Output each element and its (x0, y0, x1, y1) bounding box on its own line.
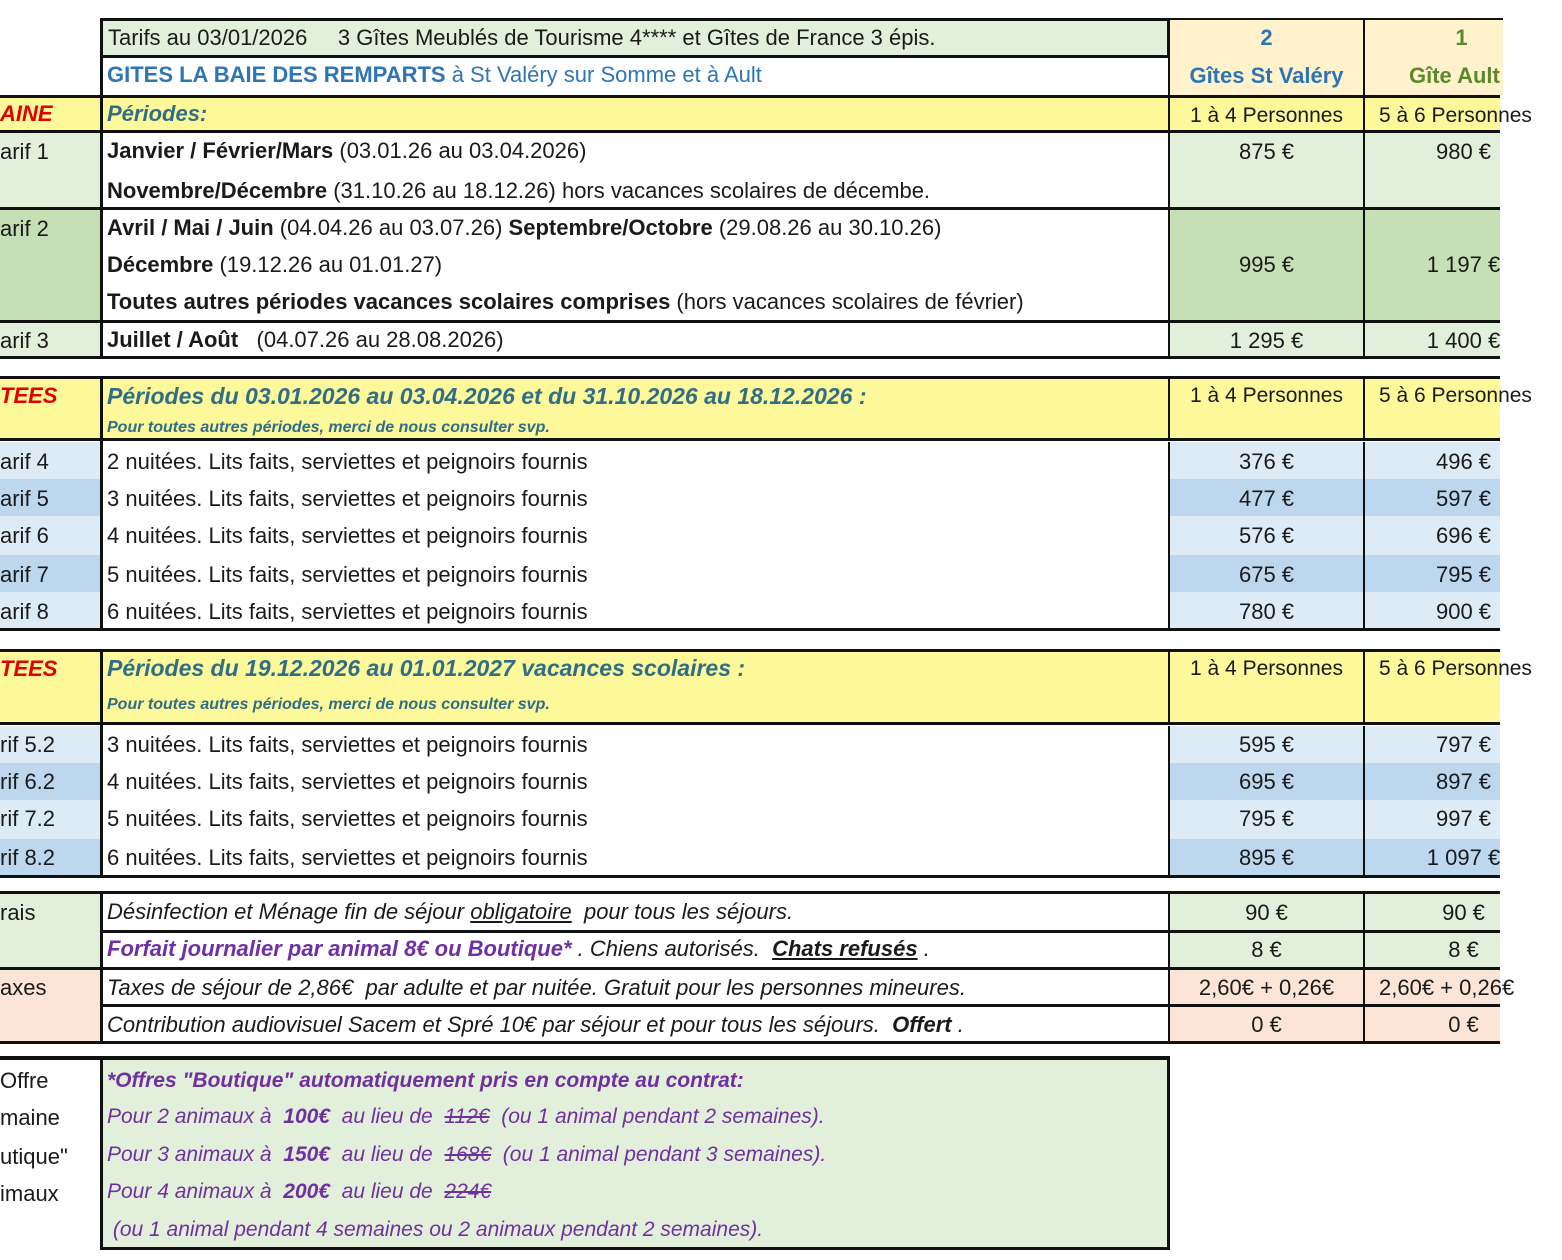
col2-num: 1 (1455, 25, 1468, 50)
offer3-b: au lieu de (329, 1180, 445, 1203)
tarif62-desc: 4 nuitées. Lits faits, serviettes et peignoirs fournis (107, 769, 588, 794)
animal-b: . Chiens autorisés. (571, 936, 773, 961)
nights1-left-label: TEES (0, 383, 58, 408)
animal-a: Forfait journalier par animal 8€ ou Boutique* (107, 936, 572, 961)
offer-line-2 (107, 1144, 826, 1165)
tarif3-line1-bold: Juillet / Août (107, 327, 239, 352)
tarif7-label: arif 7 (0, 562, 49, 587)
tarif72-desc: 5 nuitées. Lits faits, serviettes et peignoirs fournis (107, 806, 588, 831)
row-border (0, 1041, 1500, 1044)
offer-left-3: utique" (0, 1144, 68, 1169)
tarif4-desc: 2 nuitées. Lits faits, serviettes et peignoirs fournis (107, 449, 588, 474)
tarif82-desc: 6 nuitées. Lits faits, serviettes et peignoirs fournis (107, 845, 588, 870)
offer1-b: au lieu de (329, 1105, 445, 1128)
subtitle (107, 64, 762, 86)
animal-c: Chats refusés (772, 936, 918, 961)
tarif5-desc: 3 nuitées. Lits faits, serviettes et peignoirs fournis (107, 486, 588, 511)
tarif4-price-5-6: 496 € (1435, 449, 1492, 474)
sacem-price-1-4: 0 € (1251, 1012, 1282, 1037)
tarif7-price-1-4: 675 € (1238, 562, 1295, 587)
animal-text (107, 938, 930, 960)
taxe-text: Taxes de séjour de 2,86€ par adulte et par nuitée. Gratuit pour les personnes mineures. (107, 975, 966, 1000)
offer1-c: (ou 1 animal pendant 2 semaines). (489, 1105, 825, 1128)
tarif8-price-5-6: 900 € (1435, 599, 1492, 624)
divider (100, 649, 103, 877)
tarif82-label: rif 8.2 (0, 845, 56, 870)
periods-col1-head: 1 à 4 Personnes (1190, 104, 1343, 127)
tarif1-line2-bold: Novembre/Décembre (107, 178, 328, 203)
col1-name: Gîtes St Valéry (1189, 63, 1344, 88)
animal-price-5-6: 8 € (1448, 937, 1479, 962)
tarif8-desc: 6 nuitées. Lits faits, serviettes et peignoirs fournis (107, 599, 588, 624)
menage-price-1-4: 90 € (1245, 900, 1288, 925)
nights1-col2-head: 5 à 6 Personnes (1379, 384, 1532, 407)
row-border (0, 875, 1500, 878)
offer-title: *Offres "Boutique" automatiquement pris en compte au contrat: (107, 1069, 744, 1092)
offer2-a: Pour 3 animaux à (107, 1143, 284, 1166)
offer-left-2: maine (0, 1105, 60, 1130)
tarif3-line1-rest: (04.07.26 au 28.08.2026) (238, 327, 504, 352)
tarif1-label: arif 1 (0, 139, 49, 164)
tarif52-price-5-6: 797 € (1435, 732, 1492, 757)
week-left-label: AINE (0, 101, 53, 126)
menage-a: Désinfection et Ménage fin de séjour (107, 899, 471, 924)
menage-b: obligatoire (470, 899, 572, 924)
tarif1-line1 (107, 140, 586, 162)
divider (100, 376, 103, 630)
tarif1-line2-rest: (31.10.26 au 18.12.26) hors vacances scolaires de décembe. (327, 178, 931, 203)
menage-c: pour tous les séjours. (571, 899, 794, 924)
row-border (0, 628, 1500, 631)
tarif3-line1 (107, 329, 504, 351)
tarif82-price-5-6: 1 097 € (1426, 845, 1501, 870)
tarif8-price-1-4: 780 € (1238, 599, 1295, 624)
nights2-title: Périodes du 19.12.2026 au 01.01.2027 vacances scolaires : (107, 655, 746, 681)
tarif2-line1-bold2: Septembre/Octobre (508, 215, 713, 240)
tarif2-line1 (107, 217, 941, 239)
tarif4-label: arif 4 (0, 449, 49, 474)
tarif2-price-5-6: 1 197 € (1426, 252, 1501, 277)
col2-name: Gîte Ault (1409, 63, 1500, 88)
offer-left-1: Offre (0, 1068, 49, 1093)
offer1-old: 112€ (444, 1105, 490, 1128)
tarif2-line1-rest: (04.04.26 au 03.07.26) (273, 215, 509, 240)
menage-price-5-6: 90 € (1442, 900, 1485, 925)
tarif7-desc: 5 nuitées. Lits faits, serviettes et peignoirs fournis (107, 562, 588, 587)
nights2-note: Pour toutes autres périodes, merci de nous consulter svp. (107, 696, 550, 713)
tarif1-price-5-6: 980 € (1435, 139, 1492, 164)
tarif5-price-1-4: 477 € (1238, 486, 1295, 511)
tarif82-price-1-4: 895 € (1238, 845, 1295, 870)
tarif1-line1-bold: Janvier / Février/Mars (107, 138, 334, 163)
sacem-c: . (951, 1012, 964, 1037)
tarif2-line1-bold: Avril / Mai / Juin (107, 215, 274, 240)
tarif1-line2 (107, 180, 930, 202)
tarif72-price-1-4: 795 € (1238, 806, 1295, 831)
tarif52-price-1-4: 595 € (1238, 732, 1295, 757)
tarif6-label: arif 6 (0, 523, 49, 548)
nights1-note: Pour toutes autres périodes, merci de nous consulter svp. (107, 419, 550, 436)
tarif2-label: arif 2 (0, 216, 49, 241)
offer2-price: 150€ (283, 1143, 330, 1166)
menage-text (107, 901, 793, 923)
tarif2-line2-rest: (19.12.26 au 01.01.27) (213, 252, 443, 277)
tarif3-price-5-6: 1 400 € (1426, 328, 1501, 353)
tarif6-price-5-6: 696 € (1435, 523, 1492, 548)
row-border (0, 356, 1500, 359)
tarif4-price-1-4: 376 € (1238, 449, 1295, 474)
tarif52-label: rif 5.2 (0, 732, 56, 757)
offer2-b: au lieu de (329, 1143, 445, 1166)
nights2-col2-head: 5 à 6 Personnes (1379, 657, 1532, 680)
tarif2-line3 (107, 291, 1024, 313)
tarif2-line1-rest2: (29.08.26 au 30.10.26) (712, 215, 942, 240)
nights2-col1-head: 1 à 4 Personnes (1190, 657, 1343, 680)
tarif62-price-5-6: 897 € (1435, 769, 1492, 794)
offer2-c: (ou 1 animal pendant 3 semaines). (491, 1143, 827, 1166)
brand-name: GITES LA BAIE DES REMPARTS (107, 62, 446, 87)
animal-d: . (917, 936, 930, 961)
sacem-a: Contribution audiovisuel Sacem et Spré 10€ par séjour et pour tous les séjours. (107, 1012, 893, 1037)
tarif62-label: rif 6.2 (0, 769, 56, 794)
offer3-old: 224€ (444, 1180, 492, 1203)
tarif3-label: arif 3 (0, 328, 49, 353)
col1-num: 2 (1260, 25, 1273, 50)
taxe-price-5-6: 2,60€ + 0,26€ (1379, 975, 1515, 1000)
offer3-price: 200€ (283, 1180, 330, 1203)
tarif62-price-1-4: 695 € (1238, 769, 1295, 794)
nights2-left-label: TEES (0, 656, 58, 681)
tarif2-line3-rest: (hors vacances scolaires de février) (670, 289, 1024, 314)
sacem-b: Offert (892, 1012, 952, 1037)
sacem-text (107, 1014, 964, 1036)
offer1-a: Pour 2 animaux à (107, 1105, 284, 1128)
nights1-col1-head: 1 à 4 Personnes (1190, 384, 1343, 407)
tarif2-price-1-4: 995 € (1238, 252, 1295, 277)
offer-line-1 (107, 1106, 825, 1127)
offer-line-3 (107, 1181, 491, 1202)
frais-label: rais (0, 900, 36, 925)
tarif5-label: arif 5 (0, 486, 49, 511)
tarif52-desc: 3 nuitées. Lits faits, serviettes et peignoirs fournis (107, 732, 588, 757)
tarif6-price-1-4: 576 € (1238, 523, 1295, 548)
location: à St Valéry sur Somme et à Ault (445, 62, 762, 87)
taxes-label: axes (0, 975, 47, 1000)
tarif3-price-1-4: 1 295 € (1229, 328, 1304, 353)
offer3-a: Pour 4 animaux à (107, 1180, 284, 1203)
offer-left-4: imaux (0, 1181, 59, 1206)
tarif72-label: rif 7.2 (0, 806, 56, 831)
periods-col2-head: 5 à 6 Personnes (1379, 104, 1532, 127)
tarif8-label: arif 8 (0, 599, 49, 624)
tarif7-price-5-6: 795 € (1435, 562, 1492, 587)
tarif5-price-5-6: 597 € (1435, 486, 1492, 511)
tarif2-line2-bold: Décembre (107, 252, 214, 277)
taxe-price-1-4: 2,60€ + 0,26€ (1198, 975, 1335, 1000)
animal-price-1-4: 8 € (1251, 937, 1282, 962)
offer2-old: 168€ (444, 1143, 492, 1166)
offer1-price: 100€ (283, 1105, 330, 1128)
tarif6-desc: 4 nuitées. Lits faits, serviettes et peignoirs fournis (107, 523, 588, 548)
tarif1-line1-rest: (03.01.26 au 03.04.2026) (333, 138, 587, 163)
periods-label: Périodes: (107, 101, 208, 126)
tarif1-price-1-4: 875 € (1238, 139, 1295, 164)
tarif72-price-5-6: 997 € (1435, 806, 1492, 831)
offer-last: (ou 1 animal pendant 4 semaines ou 2 animaux pendant 2 semaines). (107, 1218, 764, 1241)
page-title: Tarifs au 03/01/2026 3 Gîtes Meublés de Tourisme 4**** et Gîtes de France 3 épis. (108, 25, 936, 50)
tarif2-line2 (107, 254, 442, 276)
tarif2-line3-bold: Toutes autres périodes vacances scolaires comprises (107, 289, 671, 314)
nights1-title: Périodes du 03.01.2026 au 03.04.2026 et du 31.10.2026 au 18.12.2026 : (107, 383, 867, 409)
sacem-price-5-6: 0 € (1448, 1012, 1479, 1037)
